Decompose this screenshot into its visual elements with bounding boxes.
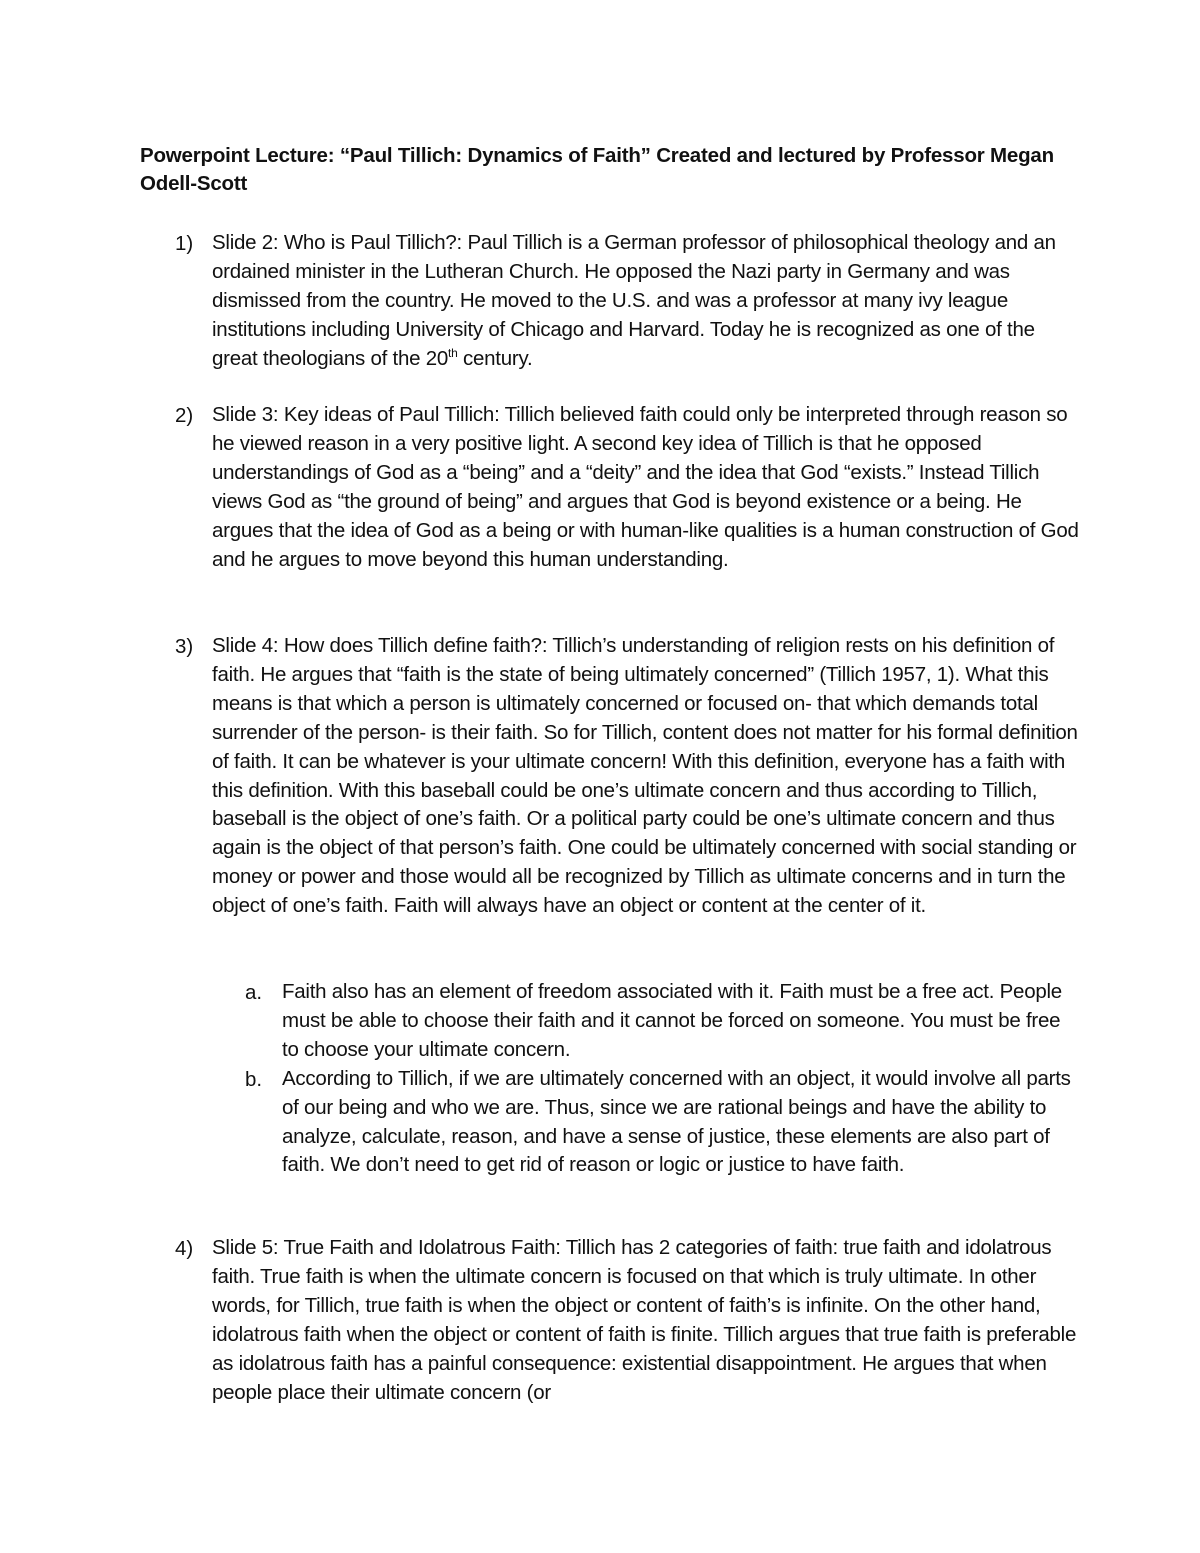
list-item-text-tail: century. (457, 346, 533, 370)
list-item-text: Slide 5: True Faith and Idolatrous Faith: Tillich has 2 categories of faith: true faith and idolatrous faith. True faith is when the ultimate concern is focused on that which is truly ultimate. In other words, for Tillich, true faith is when the object or content of faith’s is infinite. On the other hand, idolatrous faith when the object or content of faith is finite. Tillich argues that true faith is preferable as idolatrous faith has a painful consequence: existential disappointment. He argues that when people place their ultimate concern (or (212, 1236, 1077, 1404)
list-item-text (212, 229, 1080, 374)
list-item-number: 3) (175, 635, 194, 658)
sub-item-b (245, 1065, 1075, 1181)
sub-list (245, 978, 1075, 1180)
list-item-text: Slide 3: Key ideas of Paul Tillich: Tillich believed faith could only be interpreted through reason so he viewed reason in a very positive light. A second key idea of Tillich is that he opposed understandings of God as a “being” and a “deity” and the idea that God “exists.” Instead Tillich views God as “the ground of being” and argues that God is beyond existence or a being. He argues that the idea of God as a being or with human-like qualities is a human construction of God and he argues to move beyond this human understanding. (212, 403, 1079, 571)
list-item-number: 1) (175, 232, 194, 255)
list-item-number: 2) (175, 404, 194, 427)
sub-item-text: According to Tillich, if we are ultimately concerned with an object, it would involve all parts of our being and who we are. Thus, since we are rational beings and have the ability to analyze, calculate, reason, and have a sense of justice, these elements are also part of faith. We don’t need to get rid of reason or logic or justice to have faith. (282, 1066, 1071, 1177)
list-item-number: 4) (175, 1237, 194, 1260)
list-item-text-main: Slide 2: Who is Paul Tillich?: Paul Tillich is a German professor of philosophical theology and an ordained minister in the Lutheran Church. He opposed the Nazi party in Germany and was dismissed from the country. He moved to the U.S. and was a professor at many ivy league institutions including University of Chicago and Harvard. Today he is recognized as one of the great theologians of the 20 (212, 231, 1056, 370)
sub-item-text: Faith also has an element of freedom associated with it. Faith must be a free act. People must be able to choose their faith and it cannot be forced on someone. You must be free to choose your ultimate concern. (282, 980, 1062, 1061)
sub-item-marker: a. (245, 981, 263, 1004)
document-title: Powerpoint Lecture: “Paul Tillich: Dynamics of Faith” Created and lectured by Professor Megan Odell-Scott (140, 144, 1054, 195)
list-item-text: Slide 4: How does Tillich define faith?: Tillich’s understanding of religion rests on his definition of faith. He argues that “faith is the state of being ultimately concerned” (Tillich 1957, 1). What this means is that which a person is ultimately concerned or focused on- that which demands total surrender of the person- is their faith. So for Tillich, content does not matter for his formal definition of faith. It can be whatever is your ultimate concern! With this definition, everyone has a faith with this definition. With this baseball could be one’s ultimate concern and thus according to Tillich, baseball is the object of one’s faith. Or a political party could be one’s ultimate concern and thus again is the object of that person’s faith. One could be ultimately concerned with social standing or money or power and those would all be recognized by Tillich as ultimate concerns and in turn the object of one’s faith. Faith will always have an object or content at the center of it. (212, 634, 1078, 918)
sub-item-a (245, 978, 1075, 1065)
superscript: th (448, 345, 458, 360)
sub-item-marker: b. (245, 1067, 263, 1091)
